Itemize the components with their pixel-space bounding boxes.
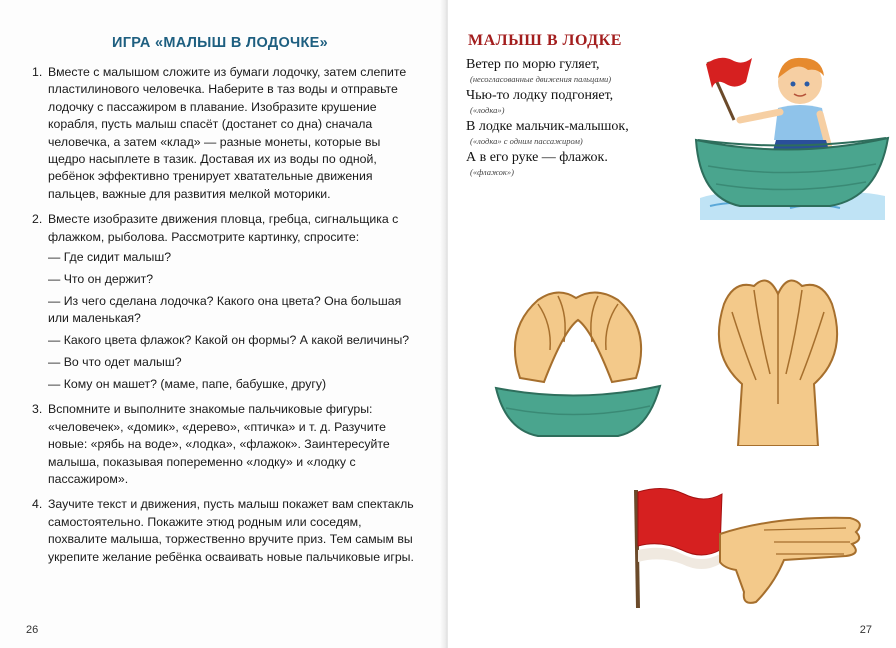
poem-line: Чью-то лодку подгоняет, xyxy=(466,88,614,103)
item-number: 4. xyxy=(32,497,43,512)
hands-boat-illustration xyxy=(698,264,858,446)
instruction-item-1 xyxy=(30,64,416,203)
item-number: 1. xyxy=(32,65,43,79)
poem-note: («лодка» с одним пассажиром) xyxy=(470,136,583,146)
poem-line: А в его руке — флажок. xyxy=(466,150,608,165)
question: — Во что одет малыш? xyxy=(48,355,182,370)
poem-note: («лодка») xyxy=(470,105,505,115)
right-page xyxy=(448,0,896,648)
poem xyxy=(466,56,706,180)
question: — Какого цвета флажок? Какой он формы? А какой величины? xyxy=(48,333,410,348)
poem-note: (несогласованные движения пальцами) xyxy=(470,74,612,84)
instruction-item-3 xyxy=(30,401,416,488)
item-text: Вместе с малышом сложите из бумаги лодочку, затем слепите пластилинового человечка. Наберите в таз воды и отправьте лодочку с пассажиром в плавание. Изобразите крушение корабля, пусть малыш спасёт (достанет со дна) сначала человечка, а затем «клад» — разные монеты, которые вы щедро насыплете в тазик. Доставая их из воды по одной, ребёнок эффективно тренирует хватательные движения пальцев, важные для развития мелкой моторики. xyxy=(48,65,407,201)
hand-flag-illustration xyxy=(624,484,872,612)
item-text: Заучите текст и движения, пусть малыш покажет вам спектакль самостоятельно. Покажите этюд родным или соседям, похвалите малыша, торжественно вручите приз. Тем самым вы укрепите желание ребёнка осваивать новые пальчиковые игры. xyxy=(48,497,414,564)
poem-note: («флажок») xyxy=(470,167,514,177)
question: — Из чего сделана лодочка? Какого она цвета? Она большая или маленькая? xyxy=(48,293,402,326)
question: — Где сидит малыш? xyxy=(48,250,172,265)
item-text: Вместе изобразите движения пловца, гребца, сигнальщика с флажком, рыболова. Рассмотрите картинку, спросите: xyxy=(48,212,399,244)
item-number: 3. xyxy=(32,402,43,417)
item-number: 2. xyxy=(32,212,43,227)
instructions-list xyxy=(30,64,416,574)
instruction-item-4 xyxy=(30,496,416,566)
hands-boat-passenger-illustration xyxy=(492,270,664,442)
boy-in-boat-illustration xyxy=(690,48,890,220)
questions-list xyxy=(48,249,416,393)
poem-line: В лодке мальчик-малышок, xyxy=(466,119,629,134)
page-number-right: 27 xyxy=(859,624,872,636)
item-text: Вспомните и выполните знакомые пальчиковые фигуры: «человечек», «домик», «дерево», «птичка» и т. д. Разучите новые: «рябь на воде», «лодка», «флажок». Заинтересуйте малыша, показывая попеременно «лодку» и «лодку с пассажиром». xyxy=(48,402,390,487)
game-title: ИГРА «МАЛЫШ В ЛОДОЧКЕ» xyxy=(111,35,329,51)
poem-line: Ветер по морю гуляет, xyxy=(466,57,600,72)
left-page xyxy=(0,0,444,648)
question: — Кому он машет? (маме, папе, бабушке, другу) xyxy=(48,377,327,391)
instruction-item-2 xyxy=(30,211,416,393)
poem-title: МАЛЫШ В ЛОДКЕ xyxy=(468,32,622,49)
question: — Что он держит? xyxy=(48,271,154,286)
page-number-left: 26 xyxy=(26,624,39,636)
